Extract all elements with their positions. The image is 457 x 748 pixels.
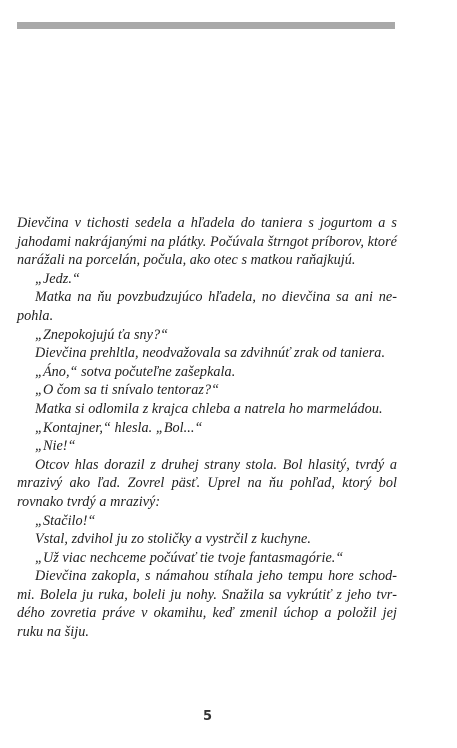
paragraph: „Áno,“ sotva počuteľne zašepkala. [35,363,236,380]
paragraph: Matka na ňu povzbudzujúco hľadela, no dievčina sa ani nepohla. [17,289,397,324]
paragraph: Dievčina prehltla, neodvažovala sa zdvihnúť zrak od taniera. [35,345,386,362]
paragraph: „Nie!“ [35,438,76,455]
page-number: 5 [202,709,213,724]
paragraph: Dievčina v tichosti sedela a hľadela do taniera s jogurtom a s jahodami nakrájanými na plátky. Počúvala štrngot príborov, ktoré narážali na porcelán, počula, ako otec s matkou raňajkujú. [17,215,397,269]
paragraph: Vstal, zdvihol ju zo stoličky a vystrčil z kuchyne. [35,531,311,548]
paragraph: Dievčina zakopla, s námahou stíhala jeho tempu hore schodmi. Bolela ju ruka, boleli ju nohy. Snažila sa vykrútiť z jeho tvrdého zovretia práve v okamihu, keď zmenil úchop a položil jej ruku na šiju. [17,568,397,641]
paragraph: „Kontajner,“ hlesla. „Bol...“ [35,419,203,436]
paragraph: „Už viac nechceme počúvať tie tvoje fantasmagórie.“ [35,549,344,566]
paragraph: „Znepokojujú ťa sny?“ [35,326,169,343]
body-text [17,214,397,642]
paragraph: „Stačilo!“ [35,512,96,529]
paragraph: Otcov hlas dorazil z druhej strany stola. Bol hlasitý, tvrdý a mrazivý ako ľad. Zovrel päsť. Uprel na ňu pohľad, ktorý bol rovnako tvrdý a mrazivý: [17,456,397,510]
paragraph: „O čom sa ti snívalo tentoraz?“ [35,382,220,399]
header-rule [17,22,395,29]
paragraph: Matka si odlomila z krajca chleba a natrela ho marmeládou. [35,400,383,417]
paragraph: „Jedz.“ [35,270,80,287]
